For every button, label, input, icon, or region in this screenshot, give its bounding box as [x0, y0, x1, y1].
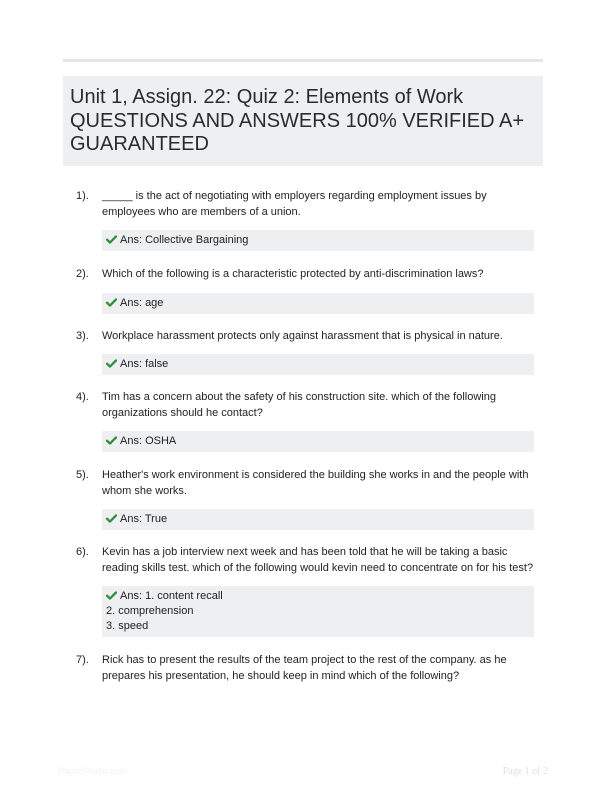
question-number: 6).	[76, 546, 89, 558]
answer-text: Ans: Collective Bargaining	[120, 234, 249, 246]
answer-line	[106, 604, 530, 619]
question-number: 5).	[76, 469, 89, 481]
answer-box	[102, 354, 534, 375]
answer-line	[106, 296, 530, 311]
answer-box	[102, 230, 534, 251]
question-text: Heather's work environment is considered the building she works in and the people with whom she works.	[102, 469, 529, 497]
answer-line	[106, 233, 530, 248]
answer-text: Ans: false	[120, 358, 169, 370]
answer-text: 3. speed	[106, 620, 149, 632]
check-icon	[106, 436, 117, 445]
answer-text: 2. comprehension	[106, 605, 194, 617]
question-item	[0, 390, 606, 452]
answer-line	[106, 619, 530, 634]
question-number: 2).	[76, 268, 89, 280]
question-text: Rick has to present the results of the team project to the rest of the company. as he prepares his presentation, he should keep in mind which of the following?	[102, 654, 507, 682]
answer-box	[102, 293, 534, 314]
answer-line	[106, 357, 530, 372]
check-icon	[106, 591, 117, 600]
page-number: Page 1 of 2	[502, 766, 548, 777]
question-text: Workplace harassment protects only against harassment that is physical in nature.	[102, 329, 503, 342]
question-text: Tim has a concern about the safety of his construction site. which of the following organizations should he contact?	[102, 391, 496, 419]
question-number: 1).	[76, 190, 89, 202]
question-number: 3).	[76, 329, 89, 342]
check-icon	[106, 359, 117, 368]
footer-watermark: PaperStudio.com	[58, 766, 128, 776]
answer-box	[102, 509, 534, 530]
question-item	[0, 329, 606, 376]
question-item	[0, 267, 606, 314]
check-icon	[106, 298, 117, 307]
answer-text: Ans: 1. content recall	[120, 590, 223, 602]
question-text: _____ is the act of negotiating with employers regarding employment issues by employees who are members of a union.	[102, 190, 487, 218]
question-item	[0, 545, 606, 637]
document-title: Unit 1, Assign. 22: Quiz 2: Elements of Work QUESTIONS AND ANSWERS 100% VERIFIED A+ GUARANTEED	[70, 86, 525, 155]
question-number: 4).	[76, 391, 89, 403]
answer-box	[102, 586, 534, 637]
question-list	[0, 189, 606, 684]
check-icon	[106, 235, 117, 244]
question-item	[0, 189, 606, 251]
answer-text: Ans: True	[120, 513, 168, 525]
question-item	[0, 653, 606, 684]
top-divider	[63, 59, 543, 62]
question-text: Which of the following is a characteristic protected by anti-discrimination laws?	[102, 268, 484, 280]
question-number: 7).	[76, 654, 89, 666]
question-item	[0, 468, 606, 530]
question-text: Kevin has a job interview next week and has been told that he will be taking a basic reading skills test. which of the following would kevin need to concentrate on for his test?	[102, 546, 534, 574]
answer-line	[106, 589, 530, 604]
answer-line	[106, 512, 530, 527]
answer-text: Ans: OSHA	[120, 435, 177, 447]
check-icon	[106, 514, 117, 523]
answer-box	[102, 431, 534, 452]
answer-line	[106, 434, 530, 449]
title-banner	[63, 76, 543, 166]
answer-text: Ans: age	[120, 296, 164, 309]
